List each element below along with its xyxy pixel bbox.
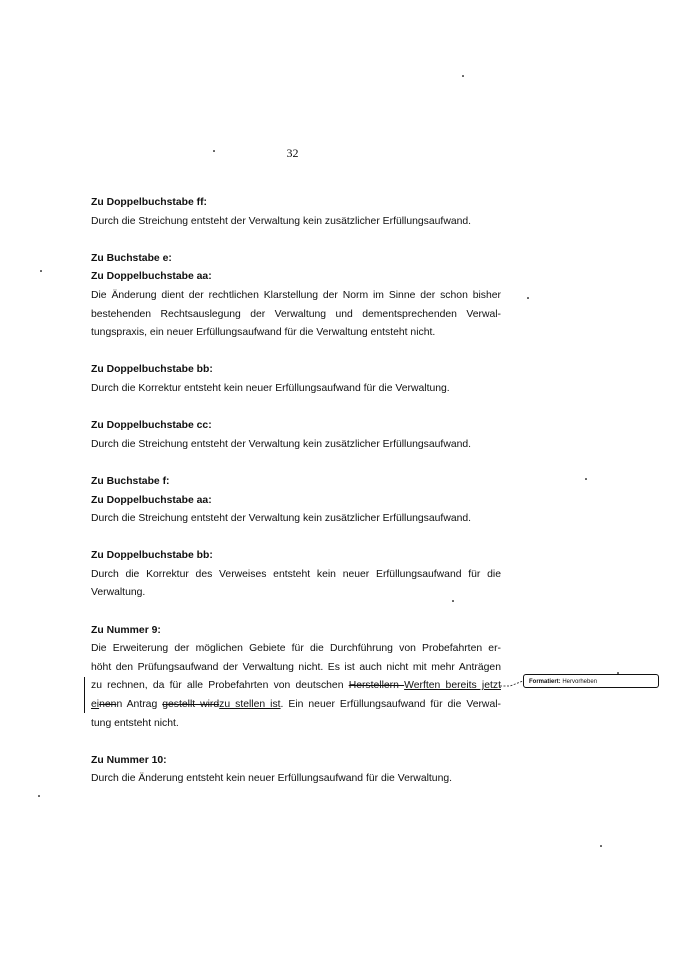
scan-speck xyxy=(40,270,42,272)
inserted-text: Werften bereits jetzt xyxy=(404,680,501,692)
text-line: Die Erweiterung der möglichen Gebiete für die Durchführung von Probefahrten er- xyxy=(91,643,501,655)
section-heading: Zu Buchstabe e: xyxy=(91,252,172,264)
text-line: Die Änderung dient der rechtlichen Klarstellung der Norm im Sinne der schon bisher xyxy=(91,289,501,301)
deleted-text: nen xyxy=(99,699,117,711)
inserted-text: ei xyxy=(91,699,100,711)
text-line: Durch die Korrektur des Verweises entsteht kein neuer Erfüllungsaufwand für die xyxy=(91,568,501,580)
page-number: 32 xyxy=(286,146,299,160)
section-heading: Zu Buchstabe f: xyxy=(91,475,170,487)
text-run: n Antrag xyxy=(116,699,163,711)
section-heading: Zu Doppelbuchstabe bb: xyxy=(91,364,213,376)
scan-speck xyxy=(452,600,454,602)
inserted-text: zu stellen ist xyxy=(219,699,281,711)
text-line: bestehenden Rechtsauslegung der Verwaltung und dementsprechenden Verwal- xyxy=(91,308,501,320)
text-line: tung entsteht nicht. xyxy=(91,717,179,729)
scan-speck xyxy=(617,672,619,674)
section-heading: Zu Doppelbuchstabe ff: xyxy=(91,197,208,208)
text-run: zu rechnen, da für alle Probefahrten von deutschen xyxy=(91,680,349,692)
text-line: Verwaltung. xyxy=(91,587,146,599)
scan-speck xyxy=(585,478,587,480)
section-heading: Zu Nummer 9: xyxy=(91,624,161,636)
deleted-text: gestellt wird xyxy=(162,699,220,711)
text-run: . Ein neuer Erfüllungsaufwand für die Verwal- xyxy=(280,699,501,711)
text-line: tungspraxis, ein neuer Erfüllungsaufwand für die Verwaltung entsteht nicht. xyxy=(91,327,436,339)
section-text: Durch die Streichung entsteht der Verwaltung kein zusätzlicher Erfüllungsaufwand. xyxy=(91,513,472,525)
comment-balloon[interactable] xyxy=(523,674,659,688)
comment-value: Hervorheben xyxy=(560,679,598,685)
section-subheading: Zu Doppelbuchstabe aa: xyxy=(91,271,212,283)
section-heading: Zu Nummer 10: xyxy=(91,754,167,766)
section-heading: Zu Doppelbuchstabe cc: xyxy=(91,420,212,432)
section-text: Durch die Streichung entsteht der Verwaltung kein zusätzlicher Erfüllungsaufwand. xyxy=(91,438,472,450)
section-text: Durch die Korrektur entsteht kein neuer Erfüllungsaufwand für die Verwaltung. xyxy=(91,382,450,394)
section-heading: Zu Doppelbuchstabe bb: xyxy=(91,550,213,562)
scan-speck xyxy=(600,845,602,847)
comment-label: Formatiert: xyxy=(529,679,561,685)
deleted-text: Herstellern xyxy=(348,680,405,692)
scan-speck xyxy=(213,150,215,152)
scan-speck xyxy=(462,75,464,77)
section-subheading: Zu Doppelbuchstabe aa: xyxy=(91,494,212,506)
section-text: Durch die Streichung entsteht der Verwaltung kein zusätzlicher Erfüllungsaufwand. xyxy=(91,215,472,227)
text-line: höht den Prüfungsaufwand der Verwaltung nicht. Es ist auch nicht mit mehr Anträgen xyxy=(91,661,501,673)
scan-speck xyxy=(38,795,40,797)
section-text: Durch die Änderung entsteht kein neuer Erfüllungsaufwand für die Verwaltung. xyxy=(91,773,453,785)
scan-speck xyxy=(527,297,529,299)
